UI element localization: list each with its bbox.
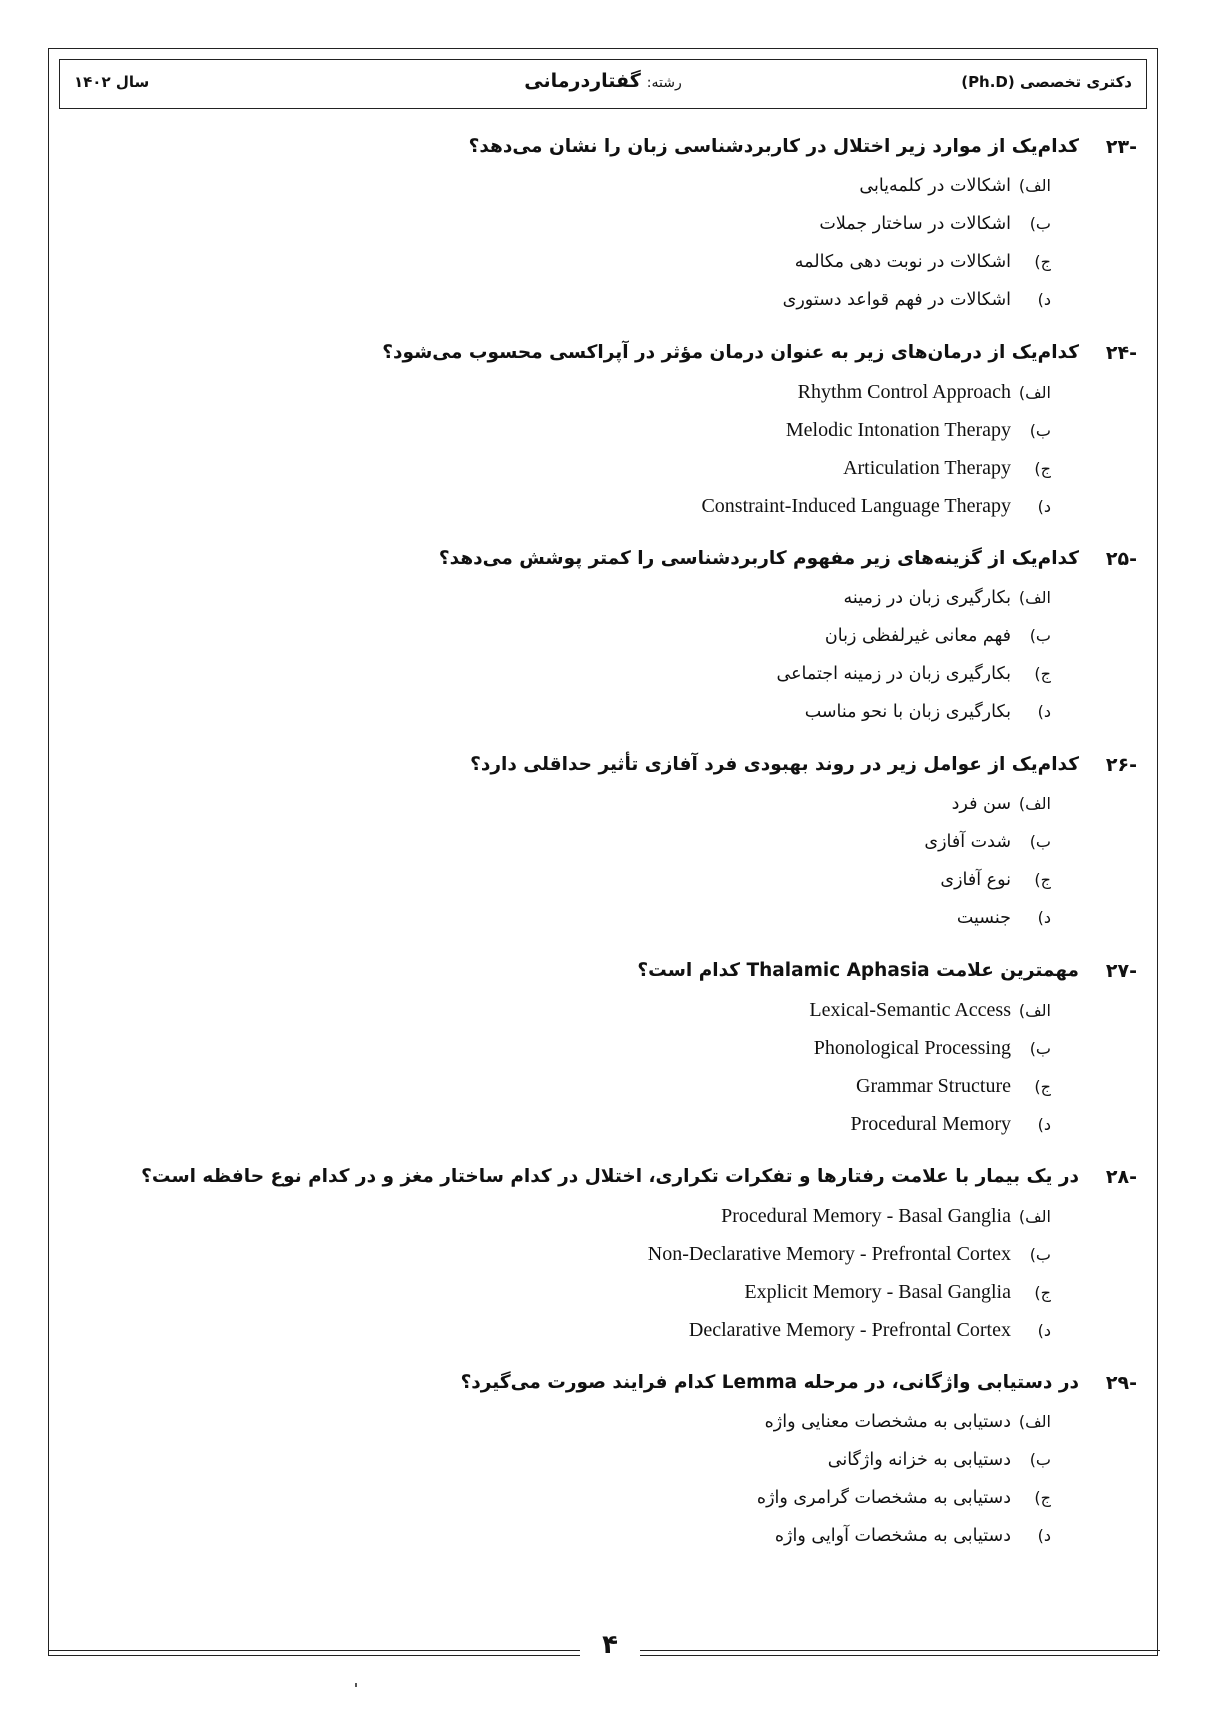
option-list — [99, 167, 1137, 319]
option-label: ب) — [1029, 421, 1051, 440]
question-text: در دستیابی واژگانی، در مرحله Lemma کدام فرایند صورت می‌گیرد؟ — [460, 1372, 1079, 1393]
option-label: الف) — [1018, 794, 1051, 813]
answer-option[interactable] — [99, 411, 1051, 449]
answer-option[interactable] — [99, 1235, 1051, 1273]
answer-option[interactable] — [99, 373, 1051, 411]
footer-rule-right — [640, 1650, 1160, 1651]
option-label: الف) — [1018, 383, 1051, 402]
option-text: نوع آفازی — [940, 870, 1011, 890]
question-stem — [99, 749, 1137, 781]
answer-option[interactable] — [99, 617, 1051, 655]
question-number: -۲۸ — [1105, 1166, 1137, 1188]
answer-option[interactable] — [99, 1479, 1051, 1517]
question-item — [99, 337, 1137, 525]
option-label: د) — [1037, 497, 1051, 516]
answer-option[interactable] — [99, 1067, 1051, 1105]
answer-option[interactable] — [99, 1197, 1051, 1235]
answer-option[interactable] — [99, 1311, 1051, 1349]
answer-option[interactable] — [99, 1029, 1051, 1067]
option-label: د) — [1037, 1115, 1051, 1134]
question-stem — [99, 131, 1137, 163]
question-text: کدام‌یک از گزینه‌های زیر مفهوم کاربردشناسی را کمتر پوشش می‌دهد؟ — [438, 548, 1079, 569]
option-text: Declarative Memory - Prefrontal Cortex — [688, 1319, 1011, 1341]
question-number: -۲۴ — [1105, 342, 1137, 364]
answer-option[interactable] — [99, 861, 1051, 899]
option-label: ج) — [1034, 1077, 1051, 1096]
option-text: سن فرد — [951, 794, 1011, 814]
option-label: د) — [1037, 1321, 1051, 1340]
option-text: Explicit Memory - Basal Ganglia — [744, 1281, 1011, 1303]
option-label: الف) — [1018, 588, 1051, 607]
question-item — [99, 1161, 1137, 1349]
answer-option[interactable] — [99, 243, 1051, 281]
option-text: اشکالات در نوبت دهی مکالمه — [794, 252, 1011, 272]
answer-option[interactable] — [99, 1273, 1051, 1311]
option-label: ب) — [1029, 1039, 1051, 1058]
option-label: ج) — [1034, 1283, 1051, 1302]
option-label: ب) — [1029, 832, 1051, 851]
page-frame — [48, 48, 1158, 1656]
question-text: کدام‌یک از درمان‌های زیر به عنوان درمان مؤثر در آپراکسی محسوب می‌شود؟ — [382, 342, 1079, 363]
option-text: دستیابی به مشخصات آوایی واژه — [774, 1526, 1011, 1546]
option-text: بکارگیری زبان با نحو مناسب — [804, 702, 1011, 722]
question-item — [99, 1367, 1137, 1555]
option-label: الف) — [1018, 1207, 1051, 1226]
page-number: ۴ — [580, 1630, 640, 1660]
answer-option[interactable] — [99, 281, 1051, 319]
field-label: رشته: — [646, 75, 682, 91]
answer-option[interactable] — [99, 693, 1051, 731]
option-text: Articulation Therapy — [843, 457, 1011, 479]
option-label: ب) — [1029, 626, 1051, 645]
footer-rule-left — [48, 1650, 580, 1651]
answer-option[interactable] — [99, 991, 1051, 1029]
question-stem — [99, 955, 1137, 987]
exam-year: سال ۱۴۰۲ — [74, 73, 150, 91]
option-label: الف) — [1018, 1412, 1051, 1431]
option-list — [99, 1403, 1137, 1555]
answer-option[interactable] — [99, 167, 1051, 205]
option-text: Lexical-Semantic Access — [809, 999, 1011, 1021]
option-text: Grammar Structure — [856, 1075, 1011, 1097]
answer-option[interactable] — [99, 899, 1051, 937]
option-text: اشکالات در فهم قواعد دستوری — [782, 290, 1011, 310]
question-stem — [99, 543, 1137, 575]
answer-option[interactable] — [99, 785, 1051, 823]
answer-option[interactable] — [99, 823, 1051, 861]
question-item — [99, 749, 1137, 937]
option-text: بکارگیری زبان در زمینه — [843, 588, 1011, 608]
option-label: ب) — [1029, 214, 1051, 233]
answer-option[interactable] — [99, 487, 1051, 525]
answer-option[interactable] — [99, 205, 1051, 243]
option-label: ج) — [1034, 664, 1051, 683]
option-text: Melodic Intonation Therapy — [785, 419, 1011, 441]
option-text: دستیابی به خزانه واژگانی — [827, 1450, 1011, 1470]
option-text: Phonological Processing — [813, 1037, 1011, 1059]
option-text: Procedural Memory - Basal Ganglia — [721, 1205, 1011, 1227]
answer-option[interactable] — [99, 1403, 1051, 1441]
option-text: بکارگیری زبان در زمینه اجتماعی — [776, 664, 1011, 684]
option-label: د) — [1037, 1526, 1051, 1545]
option-text: اشکالات در کلمه‌یابی — [859, 176, 1011, 196]
question-item — [99, 955, 1137, 1143]
option-label: ج) — [1034, 1488, 1051, 1507]
option-label: ج) — [1034, 459, 1051, 478]
answer-option[interactable] — [99, 449, 1051, 487]
answer-option[interactable] — [99, 655, 1051, 693]
degree-label: دکتری تخصصی (Ph.D) — [961, 73, 1132, 91]
option-text: Rhythm Control Approach — [797, 381, 1011, 403]
option-list — [99, 991, 1137, 1143]
option-text: دستیابی به مشخصات گرامری واژه — [756, 1488, 1011, 1508]
answer-option[interactable] — [99, 1441, 1051, 1479]
option-text: Constraint-Induced Language Therapy — [701, 495, 1011, 517]
question-number: -۲۹ — [1105, 1372, 1137, 1394]
option-text: Procedural Memory — [850, 1113, 1011, 1135]
option-label: د) — [1037, 290, 1051, 309]
option-list — [99, 579, 1137, 731]
field-title — [524, 70, 681, 92]
question-list — [99, 131, 1137, 1573]
option-label: ج) — [1034, 252, 1051, 271]
answer-option[interactable] — [99, 579, 1051, 617]
option-text: دستیابی به مشخصات معنایی واژه — [764, 1412, 1011, 1432]
option-label: د) — [1037, 702, 1051, 721]
exam-header — [59, 59, 1147, 109]
question-stem — [99, 337, 1137, 369]
option-list — [99, 1197, 1137, 1349]
question-number: -۲۳ — [1105, 136, 1137, 158]
option-label: ب) — [1029, 1450, 1051, 1469]
question-text: در یک بیمار با علامت رفتارها و تفکرات تکراری، اختلال در کدام ساختار مغز و در کدام نوع حافظه است؟ — [141, 1166, 1079, 1187]
question-number: -۲۵ — [1105, 548, 1137, 570]
question-text: کدام‌یک از موارد زیر اختلال در کاربردشناسی زبان را نشان می‌دهد؟ — [468, 136, 1079, 157]
question-number: -۲۷ — [1105, 960, 1137, 982]
question-stem — [99, 1161, 1137, 1193]
print-mark — [355, 1683, 357, 1687]
option-text: اشکالات در ساختار جملات — [819, 214, 1011, 234]
option-text: شدت آفازی — [924, 832, 1011, 852]
option-text: جنسیت — [956, 908, 1011, 928]
question-item — [99, 543, 1137, 731]
question-item — [99, 131, 1137, 319]
question-number: -۲۶ — [1105, 754, 1137, 776]
answer-option[interactable] — [99, 1105, 1051, 1143]
option-label: ب) — [1029, 1245, 1051, 1264]
option-label: ج) — [1034, 870, 1051, 889]
option-list — [99, 373, 1137, 525]
option-text: فهم معانی غیرلفظی زبان — [824, 626, 1011, 646]
question-stem — [99, 1367, 1137, 1399]
option-label: د) — [1037, 908, 1051, 927]
option-text: Non-Declarative Memory - Prefrontal Cortex — [647, 1243, 1011, 1265]
question-text: مهمترین علامت Thalamic Aphasia کدام است؟ — [637, 960, 1079, 981]
answer-option[interactable] — [99, 1517, 1051, 1555]
field-name: گفتاردرمانی — [524, 70, 641, 92]
option-list — [99, 785, 1137, 937]
option-label: الف) — [1018, 1001, 1051, 1020]
question-text: کدام‌یک از عوامل زیر در روند بهبودی فرد آفازی تأثیر حداقلی دارد؟ — [470, 754, 1079, 775]
option-label: الف) — [1018, 176, 1051, 195]
